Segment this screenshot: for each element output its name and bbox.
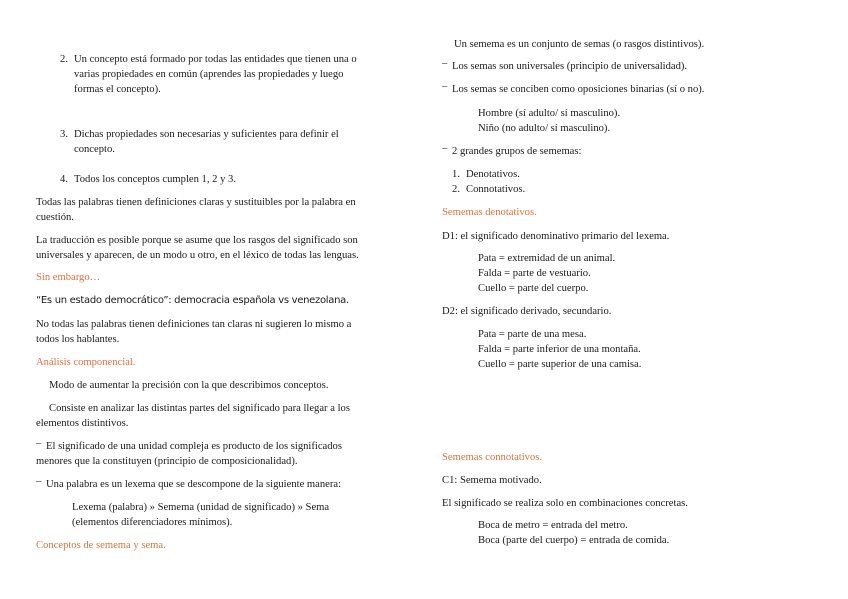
paragraph-5-line2: elementos distintivos. bbox=[36, 418, 129, 429]
bullet-oposiciones-binarias bbox=[442, 82, 704, 97]
d2-example-cuello: Cuello = parte superior de una camisa. bbox=[478, 359, 642, 370]
paragraph-8-line2: (elementos diferenciadores mínimos). bbox=[72, 517, 233, 528]
paragraph-3-line2: todos los hablantes. bbox=[36, 334, 120, 345]
list-text: Un concepto está formado por todas las entidades que tienen una o bbox=[74, 54, 357, 65]
bullet-text: Los semas se conciben como oposiciones binarias (sí o no). bbox=[452, 84, 705, 95]
example-hombre: Hombre (sí adulto/ sí masculino). bbox=[478, 108, 621, 119]
d2-example-falda: Falda = parte inferior de una montaña. bbox=[478, 344, 641, 355]
quote-line: “Es un estado democrático”: democracia española vs venezolana. bbox=[36, 295, 349, 306]
dash-bullet-icon: ‒ bbox=[442, 143, 448, 154]
list-number: 4. bbox=[60, 174, 68, 185]
right-line-1: Un semema es un conjunto de semas (o rasgos distintivos). bbox=[454, 39, 705, 50]
list-item-2 bbox=[50, 52, 357, 67]
paragraph-4-line1: Modo de aumentar la precisión con la que describimos conceptos. bbox=[49, 380, 329, 391]
bullet-semas-universales bbox=[442, 59, 687, 74]
dash-bullet-icon: ‒ bbox=[36, 476, 42, 487]
paragraph-2-line2: universales y aparecen, de un modo u otro, en el léxico de todas las lenguas. bbox=[36, 250, 359, 261]
dash-bullet-icon: ‒ bbox=[442, 81, 448, 92]
list-text: Connotativos. bbox=[466, 184, 526, 195]
bullet-paragraph-7 bbox=[36, 477, 341, 492]
c1-definition: C1: Semema motivado. bbox=[442, 475, 542, 486]
bullet-text: Los semas son universales (principio de universalidad). bbox=[452, 61, 688, 72]
heading-sememas-denotativos: Sememas denotativos. bbox=[442, 207, 537, 218]
list-item-denotativos bbox=[442, 167, 520, 182]
list-item-2-line3: formas el concepto). bbox=[74, 84, 161, 95]
bullet-grupos-sememas bbox=[442, 144, 581, 159]
paragraph-1-line1: Todas las palabras tienen definiciones claras y sustituibles por la palabra en bbox=[36, 197, 356, 208]
heading-analisis-componencial: Análisis componencial. bbox=[36, 357, 136, 368]
heading-sin-embargo: Sin embargo… bbox=[36, 272, 101, 283]
list-text: Denotativos. bbox=[466, 169, 520, 180]
bullet-text: 2 grandes grupos de sememas: bbox=[452, 146, 582, 157]
list-item-3 bbox=[50, 127, 339, 142]
heading-conceptos-semema: Conceptos de semema y sema. bbox=[36, 540, 166, 551]
paragraph-8-line1: Lexema (palabra) » Semema (unidad de significado) » Sema bbox=[72, 502, 330, 513]
bullet-text: El significado de una unidad compleja es producto de los significados bbox=[46, 441, 342, 452]
d2-example-pata: Pata = parte de una mesa. bbox=[478, 329, 587, 340]
c2-example-boca: Boca (parte del cuerpo) = entrada de comida. bbox=[478, 535, 670, 546]
list-item-2-line2: varias propiedades en común (aprendes las propiedades y luego bbox=[74, 69, 344, 80]
list-number: 2. bbox=[60, 54, 68, 65]
d1-definition: D1: el significado denominativo primario del lexema. bbox=[442, 231, 670, 242]
bullet-text: Una palabra es un lexema que se descompone de la siguiente manera: bbox=[46, 479, 342, 490]
dash-bullet-icon: ‒ bbox=[36, 438, 42, 449]
list-text: Todos los conceptos cumplen 1, 2 y 3. bbox=[74, 174, 236, 185]
d1-example-falda: Falda = parte de vestuario. bbox=[478, 268, 591, 279]
paragraph-5-line1: Consiste en analizar las distintas partes del significado para llegar a los bbox=[49, 403, 350, 414]
heading-sememas-connotativos: Sememas connotativos. bbox=[442, 452, 543, 463]
list-text: Dichas propiedades son necesarias y suficientes para definir el bbox=[74, 129, 339, 140]
d2-definition: D2: el significado derivado, secundario. bbox=[442, 306, 612, 317]
paragraph-1-line2: cuestión. bbox=[36, 212, 74, 223]
d1-example-pata: Pata = extremidad de un animal. bbox=[478, 253, 616, 264]
list-item-4 bbox=[50, 172, 236, 187]
list-item-3-line2: concepto. bbox=[74, 144, 115, 155]
c2-definition: El significado se realiza solo en combinaciones concretas. bbox=[442, 498, 688, 509]
d1-example-cuello: Cuello = parte del cuerpo. bbox=[478, 283, 589, 294]
bullet-paragraph-6 bbox=[36, 439, 342, 454]
list-item-connotativos bbox=[442, 182, 525, 197]
c2-example-metro: Boca de metro = entrada del metro. bbox=[478, 520, 628, 531]
paragraph-6-line2: menores que la constituyen (principio de composicionalidad). bbox=[36, 456, 298, 467]
list-number: 2. bbox=[452, 184, 460, 195]
example-nino: Niño (no adulto/ sí masculino). bbox=[478, 123, 611, 134]
dash-bullet-icon: ‒ bbox=[442, 58, 448, 69]
paragraph-2-line1: La traducción es posible porque se asume que los rasgos del significado son bbox=[36, 235, 358, 246]
list-number: 3. bbox=[60, 129, 68, 140]
paragraph-3-line1: No todas las palabras tienen definiciones tan claras ni sugieren lo mismo a bbox=[36, 319, 352, 330]
list-number: 1. bbox=[452, 169, 460, 180]
